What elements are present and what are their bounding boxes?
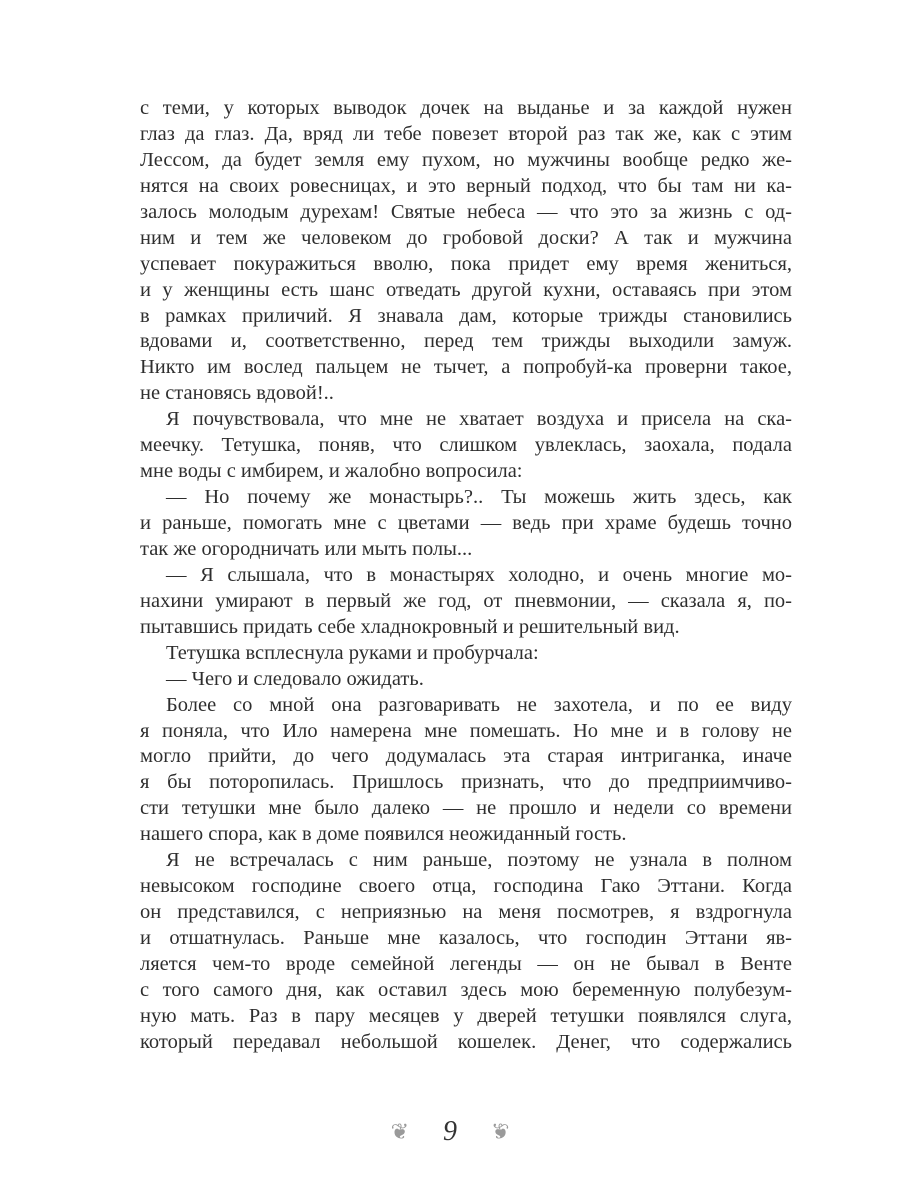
text-line: Никто им вослед пальцем не тычет, а попробуй-ка проверни такое, [140, 356, 792, 379]
text-line: глаз да глаз. Да, вряд ли тебе повезет второй раз так же, как с этим [140, 122, 792, 145]
text-line: сти тетушки мне было далеко — не прошло и недели со времени [140, 797, 792, 820]
paragraph [140, 641, 792, 667]
text-line: пытавшись придать себе хладнокровный и решительный вид. [140, 615, 680, 638]
paragraph [140, 848, 792, 1056]
ornament-right-icon: ❦ [491, 1119, 510, 1144]
paragraph [140, 485, 792, 563]
text-line: ную мать. Раз в пару месяцев у дверей тетушки появлялся слуга, [140, 1004, 792, 1027]
text-line: невысоком господине своего отца, господина Гако Эттани. Когда [140, 875, 792, 898]
text-line: Лессом, да будет земля ему пухом, но мужчины вообще редко же- [140, 148, 792, 171]
paragraph [140, 407, 792, 485]
text-line: так же огородничать или мыть полы... [140, 537, 473, 560]
text-line: — Я слышала, что в монастырях холодно, и очень многие мо- [166, 563, 792, 586]
text-line: Более со мной она разговаривать не захотела, и по ее виду [166, 693, 792, 716]
text-line: могло прийти, до чего додумалась эта старая интриганка, иначе [140, 745, 792, 768]
text-line: в рамках приличий. Я знавала дам, которые трижды становились [140, 304, 792, 327]
body-text [140, 96, 792, 1056]
paragraph [140, 563, 792, 641]
text-line: который передавал небольшой кошелек. Денег, что содержались [140, 1030, 792, 1053]
text-line: Тетушка всплеснула руками и пробурчала: [166, 641, 539, 664]
text-line: нятся на своих ровесницах, и это верный подход, что бы там ни ка- [140, 174, 792, 197]
text-line: успевает покуражиться вволю, пока придет ему время жениться, [140, 252, 792, 275]
text-line: и у женщины есть шанс отведать другой кухни, оставаясь при этом [140, 278, 792, 301]
text-line: мне воды с имбирем, и жалобно вопросила: [140, 460, 523, 483]
paragraph [140, 693, 792, 849]
text-line: я поняла, что Ило намерена мне помешать. Но мне и в голову не [140, 719, 792, 742]
text-line: — Но почему же монастырь?.. Ты можешь жить здесь, как [166, 486, 792, 509]
text-line: Я почувствовала, что мне не хватает воздуха и присела на ска- [166, 408, 792, 431]
text-line: и отшатнулась. Раньше мне казалось, что господин Эттани яв- [140, 927, 792, 949]
text-line: Я не встречалась с ним раньше, поэтому не узнала в полном [166, 849, 792, 872]
text-line: залось молодым дурехам! Святые небеса — что это за жизнь с од- [140, 200, 792, 223]
text-line: — Чего и следовало ожидать. [166, 667, 424, 690]
text-line: он представился, с неприязнью на меня посмотрев, я вздрогнула [140, 901, 792, 924]
paragraph [140, 96, 792, 407]
text-line: ляется чем-то вроде семейной легенды — он не бывал в Венте [140, 952, 792, 975]
text-line: с теми, у которых выводок дочек на выданье и за каждой нужен [140, 97, 792, 119]
page-number: 9 [443, 1116, 457, 1147]
text-line: нахини умирают в первый же год, от пневмонии, — сказала я, по- [140, 589, 792, 612]
page-footer [0, 1116, 900, 1148]
text-line: ним и тем же человеком до гробовой доски? А так и мужчина [140, 226, 792, 249]
text-line: с того самого дня, как оставил здесь мою беременную полубезум- [140, 978, 792, 1001]
text-line: вдовами и, соответственно, перед тем трижды выходили замуж. [140, 330, 792, 353]
text-line: и раньше, помогать мне с цветами — ведь при храме будешь точно [140, 512, 792, 534]
text-line: меечку. Тетушка, поняв, что слишком увлеклась, заохала, подала [140, 434, 792, 457]
text-line: не становясь вдовой!.. [140, 382, 334, 405]
text-line: нашего спора, как в доме появился неожиданный гость. [140, 823, 627, 846]
paragraph [140, 667, 792, 693]
ornament-left-icon: ❦ [390, 1119, 409, 1144]
text-line: я бы поторопилась. Пришлось признать, что до предприимчиво- [140, 771, 792, 794]
